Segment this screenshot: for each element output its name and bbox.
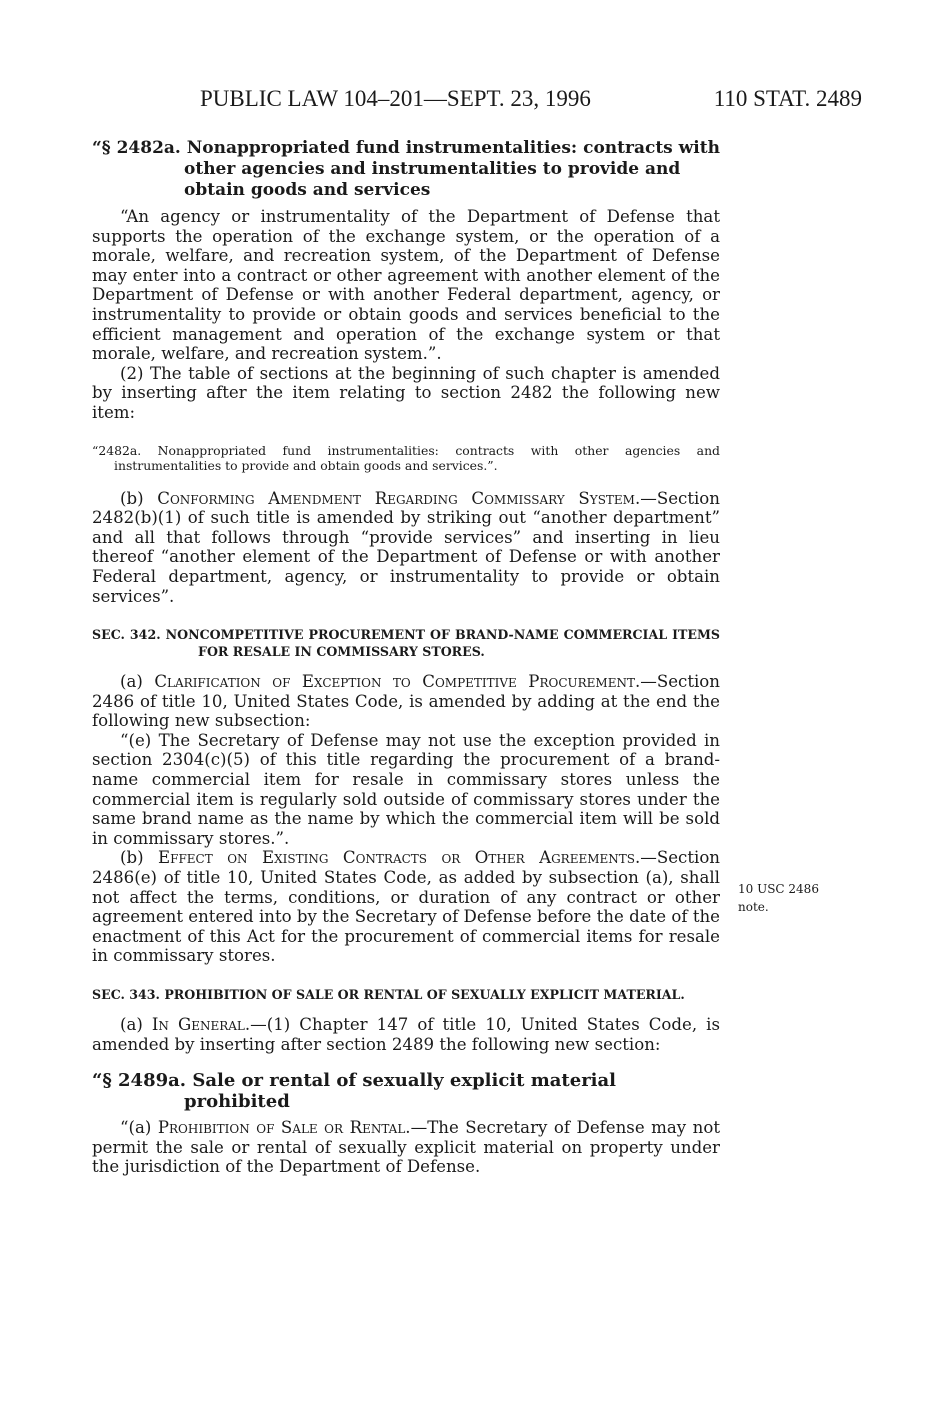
conforming-amendment-paragraph: [92, 489, 720, 607]
paragraph-text: —Section 2486(e) of title 10, United States Code, as added by subsection (a), shall not affect the terms, conditions, or duration of any contract or other agreement entered into by the Secretary of Defense before the date of the enactment of this Act for the procurement of commercial items for resale in commissary stores.: [92, 848, 720, 966]
public-law-citation: PUBLIC LAW 104–201—SEPT. 23, 1996: [200, 86, 591, 111]
paragraph-caption: In General.: [151, 1015, 251, 1034]
section-342-subsection-a: [92, 672, 720, 731]
usc-margin-note: [738, 880, 858, 916]
running-head: [190, 86, 862, 116]
margin-note-citation: 10 USC 2486: [738, 882, 819, 896]
table-of-sections-amendment: (2) The table of sections at the beginning of such chapter is amended by inserting after the item relating to section 2482 the following new item:: [92, 363, 720, 422]
paragraph-caption: Effect on Existing Contracts or Other Agreements.: [158, 848, 641, 868]
section-2482a-heading: “§ 2482a. Nonappropriated fund instrumentalities: contracts with other agencies and instrumentalities to provide and obtain goods and services: [92, 138, 720, 200]
section-342-heading: SEC. 342. NONCOMPETITIVE PROCUREMENT OF BRAND-NAME COMMERCIAL ITEMS FOR RESALE IN COMMISSARY STORES.: [92, 627, 720, 660]
paragraph-text: —The Secretary of Defense may not permit the sale or rental of sexually explicit material on property under the jurisdiction of the Department of Defense.: [92, 1118, 721, 1177]
section-342-subsection-b: [92, 848, 720, 966]
main-text-column: [92, 138, 720, 1177]
paragraph-label: “(a): [120, 1118, 158, 1138]
paragraph-label: (b): [120, 848, 159, 868]
statute-page-number: 110 STAT. 2489: [713, 86, 862, 111]
paragraph-text: —(1) Chapter 147 of title 10, United States Code, is amended by inserting after section 2489 the following new section:: [92, 1015, 720, 1054]
paragraph-label: (a): [120, 1015, 152, 1034]
paragraph-caption: Clarification of Exception to Competitive Procurement.: [154, 672, 641, 692]
section-2482a-body: “An agency or instrumentality of the Department of Defense that supports the operation of the exchange system, or the operation of a morale, welfare, and recreation system, of the Department of Defense may enter into a contract or other agreement with another element of the Department of Defense or with another Federal department, agency, or instrumentality to provide or obtain goods and services beneficial to the efficient management and operation of the exchange system or that morale, welfare, and recreation system.”.: [92, 207, 720, 364]
paragraph-caption: Conforming Amendment Regarding Commissary System.: [157, 488, 641, 508]
section-343-subsection-a: [92, 1015, 720, 1054]
new-toc-item: “2482a. Nonappropriated fund instrumentalities: contracts with other agencies and instrumentalities to provide and obtain goods and services.”.: [92, 442, 720, 473]
margin-note-suffix: note.: [738, 900, 769, 914]
section-343-heading: SEC. 343. PROHIBITION OF SALE OR RENTAL OF SEXUALLY EXPLICIT MATERIAL.: [92, 987, 685, 1002]
section-2489a-heading: “§ 2489a. Sale or rental of sexually explicit material prohibited: [92, 1070, 617, 1113]
section-2489a-subsection-a: [92, 1118, 720, 1177]
paragraph-label: (a): [120, 672, 155, 692]
paragraph-text: —Section 2486 of title 10, United States Code, is amended by adding at the end the following new subsection:: [92, 672, 720, 731]
new-subsection-e: “(e) The Secretary of Defense may not use the exception provided in section 2304(c)(5) of this title regarding the procurement of a brand-name commercial item for resale in commissary stores unless the commercial item is regularly sold outside of commissary stores under the same brand name as the name by which the commercial item will be sold in commissary stores.”.: [92, 730, 720, 848]
paragraph-text: —Section 2482(b)(1) of such title is amended by striking out “another department” and all that follows through “provide services” and inserting in lieu thereof “another element of the Department of Defense or with another Federal department, agency, or instrumentality to provide or obtain services”.: [92, 488, 720, 606]
paragraph-caption: Prohibition of Sale or Rental.: [157, 1118, 411, 1138]
paragraph-label: (b): [120, 488, 158, 508]
